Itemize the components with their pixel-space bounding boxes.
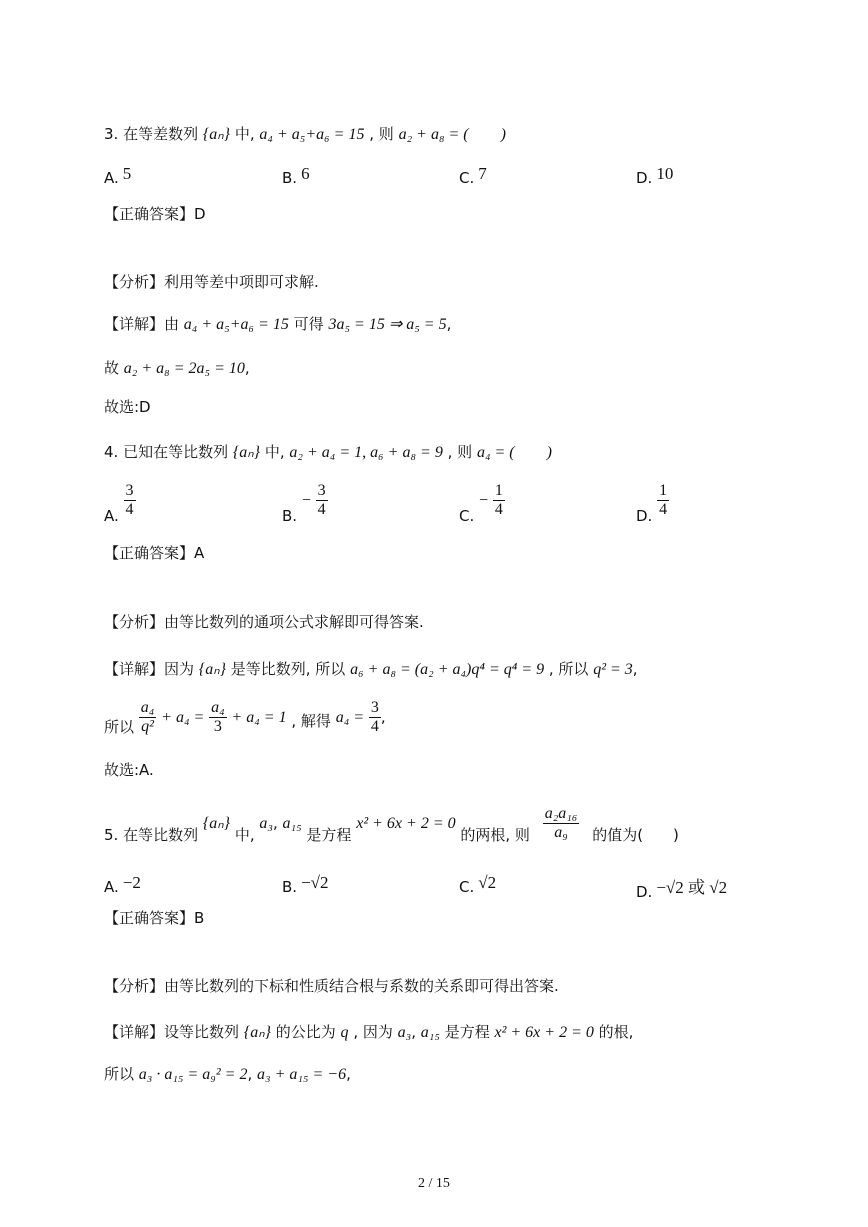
q4-option-c — [459, 482, 505, 525]
q5-analysis: 【分析】由等比数列的下标和性质结合根与系数的关系即可得出答案. — [104, 977, 559, 995]
detail-equation: a₄ + a₅+a₆ = 15 — [183, 316, 289, 333]
detail-text: , — [446, 315, 452, 333]
q3-detail — [104, 314, 451, 335]
q4-detail — [104, 659, 638, 680]
fraction-denominator: 4 — [370, 718, 379, 735]
q4-ask: a₄ = ( ) — [476, 444, 552, 461]
q3-conclusion — [104, 358, 250, 379]
option-letter: D. — [636, 169, 653, 187]
q3-stem-text: 3. 在等差数列 — [104, 125, 199, 143]
option-value: 6 — [301, 164, 310, 183]
option-denominator: 4 — [317, 501, 326, 518]
detail-text: , 所以 — [548, 660, 589, 678]
q3-option-d — [636, 164, 674, 188]
option-sign: − — [301, 492, 311, 509]
fraction-denominator: 3 — [213, 718, 222, 735]
option-value: 10 — [656, 164, 674, 183]
q3-mid-text: 中, — [234, 125, 255, 143]
fraction-numerator: a₂a₁₆ — [544, 805, 578, 822]
q5-root-2: a₁₅ — [282, 815, 302, 832]
q5-stem — [104, 800, 679, 847]
q5-option-d — [636, 877, 727, 902]
option-value: −√2 — [301, 873, 329, 892]
q5-text: 是方程 — [306, 826, 352, 844]
q3-option-a — [104, 164, 132, 188]
conclusion-equation: + a₄ = — [161, 709, 205, 726]
q4-mid-text: 中, — [264, 443, 285, 461]
option-value: √2 — [478, 873, 497, 892]
option-numerator: 3 — [125, 482, 134, 499]
option-value: −2 — [122, 873, 141, 892]
q4-option-b — [282, 482, 328, 525]
conclusion-label: 所以 — [104, 718, 135, 736]
q3-answer: 【正确答案】D — [104, 205, 206, 223]
detail-text: , — [632, 660, 638, 678]
q5-option-a — [104, 873, 141, 897]
option-letter: B. — [282, 169, 298, 187]
detail-label: 【详解】由 — [104, 315, 180, 333]
fraction-numerator: 3 — [370, 699, 379, 716]
detail-text: 是等比数列, 所以 — [230, 660, 346, 678]
option-denominator: 4 — [659, 501, 668, 518]
option-letter: B. — [282, 507, 298, 525]
q4-conclusion — [104, 698, 386, 737]
conclusion-equation: a₂ + a₈ = 2a₅ = 10 — [123, 360, 245, 377]
q5-option-b — [282, 873, 329, 897]
q4-choice: 故选:A. — [104, 761, 154, 779]
option-letter: C. — [459, 507, 475, 525]
q5-sequence: {aₙ} — [202, 815, 231, 832]
detail-root-1: a₃ — [397, 1024, 412, 1041]
conclusion-equation: a₃ + a₁₅ = −6 — [257, 1066, 347, 1083]
detail-label: 【详解】因为 — [104, 660, 195, 678]
detail-root-2: a₁₅ — [420, 1024, 440, 1041]
fraction-numerator: a₄ — [140, 699, 155, 716]
conclusion-text: , — [244, 359, 250, 377]
detail-text: 可得 — [293, 315, 324, 333]
option-letter: A. — [104, 878, 119, 896]
option-letter: A. — [104, 169, 119, 187]
option-sign: − — [479, 492, 489, 509]
option-letter: B. — [282, 878, 298, 896]
page-number: 2 / 15 — [418, 1176, 450, 1191]
q5-answer: 【正确答案】B — [104, 909, 205, 927]
conclusion-label: 故 — [104, 359, 120, 377]
option-value: 5 — [122, 164, 132, 183]
q3-analysis: 【分析】利用等差中项即可求解. — [104, 273, 319, 291]
option-letter: D. — [636, 883, 653, 901]
q3-ask: a₂ + a₈ = ( ) — [398, 126, 506, 143]
conclusion-equation: a₄ = — [335, 709, 365, 726]
detail-sequence: {aₙ} — [243, 1024, 271, 1041]
option-numerator: 3 — [317, 482, 326, 499]
q4-answer: 【正确答案】A — [104, 544, 205, 562]
detail-equation: a₆ + a₈ = (a₂ + a₄)q⁴ = q⁴ = 9 — [350, 661, 545, 678]
option-value: 7 — [478, 164, 487, 183]
detail-equation: q² = 3 — [593, 661, 633, 678]
conclusion-label: 所以 — [104, 1065, 135, 1083]
option-letter: C. — [459, 169, 475, 187]
q4-condition: a₂ + a₄ = 1, a₆ + a₈ = 9 — [289, 444, 443, 461]
detail-label: 【详解】设等比数列 — [104, 1023, 240, 1041]
q5-tail: 的值为( ) — [592, 826, 679, 844]
q5-detail — [104, 1022, 633, 1043]
q3-option-b — [282, 164, 310, 188]
q4-analysis: 【分析】由等比数列的通项公式求解即可得答案. — [104, 613, 424, 631]
q5-option-c — [459, 873, 497, 897]
detail-text: , 因为 — [353, 1023, 393, 1041]
fraction-denominator: q² — [141, 718, 154, 735]
q5-text: 的两根, 则 — [460, 826, 530, 844]
q5-mid-text: 中, — [234, 826, 255, 844]
option-value: −√2 或 √2 — [656, 878, 728, 897]
option-numerator: 1 — [494, 482, 503, 499]
q3-then-text: , 则 — [369, 125, 394, 143]
q4-then-text: , 则 — [447, 443, 473, 461]
q3-sequence: {aₙ} — [202, 126, 231, 143]
q3-option-c — [459, 164, 487, 188]
detail-ratio: q — [340, 1024, 349, 1041]
q5-equation: x² + 6x + 2 = 0 — [356, 815, 456, 832]
q3-condition: a₄ + a₅+a₆ = 15 — [259, 126, 365, 143]
q3-stem — [104, 124, 506, 145]
detail-equation: x² + 6x + 2 = 0 — [494, 1024, 594, 1041]
conclusion-equation: + a₄ = 1 — [231, 709, 287, 726]
q4-option-a — [104, 482, 136, 525]
fraction-denominator: a₉ — [554, 824, 568, 841]
conclusion-text: , — [380, 708, 386, 726]
option-letter: A. — [104, 507, 119, 525]
option-letter: D. — [636, 507, 653, 525]
conclusion-equation: a₃ · a₁₅ = a₉² = 2 — [138, 1066, 248, 1083]
q5-root-1: a₃ — [259, 815, 273, 832]
detail-separator: , — [411, 1023, 416, 1041]
detail-text: 的根, — [598, 1023, 634, 1041]
q3-choice: 故选:D — [104, 398, 151, 416]
option-denominator: 4 — [125, 501, 134, 518]
q4-option-d — [636, 482, 669, 525]
q4-stem-text: 4. 已知在等比数列 — [104, 443, 229, 461]
detail-text: 是方程 — [444, 1023, 490, 1041]
option-letter: C. — [459, 878, 475, 896]
conclusion-text: , 解得 — [291, 712, 331, 730]
detail-equation: 3a₅ = 15 ⇒ a₅ = 5 — [328, 316, 447, 333]
q5-stem-text: 5. 在等比数列 — [104, 826, 199, 844]
q4-sequence: {aₙ} — [232, 444, 261, 461]
detail-text: 的公比为 — [275, 1023, 336, 1041]
detail-sequence: {aₙ} — [198, 661, 226, 678]
q5-separator: , — [272, 814, 278, 832]
conclusion-text: , — [346, 1065, 351, 1083]
q4-stem — [104, 442, 552, 463]
fraction-numerator: a₄ — [211, 699, 225, 716]
q5-conclusion — [104, 1064, 351, 1085]
option-denominator: 4 — [494, 501, 503, 518]
conclusion-separator: , — [247, 1065, 253, 1083]
option-numerator: 1 — [659, 482, 668, 499]
